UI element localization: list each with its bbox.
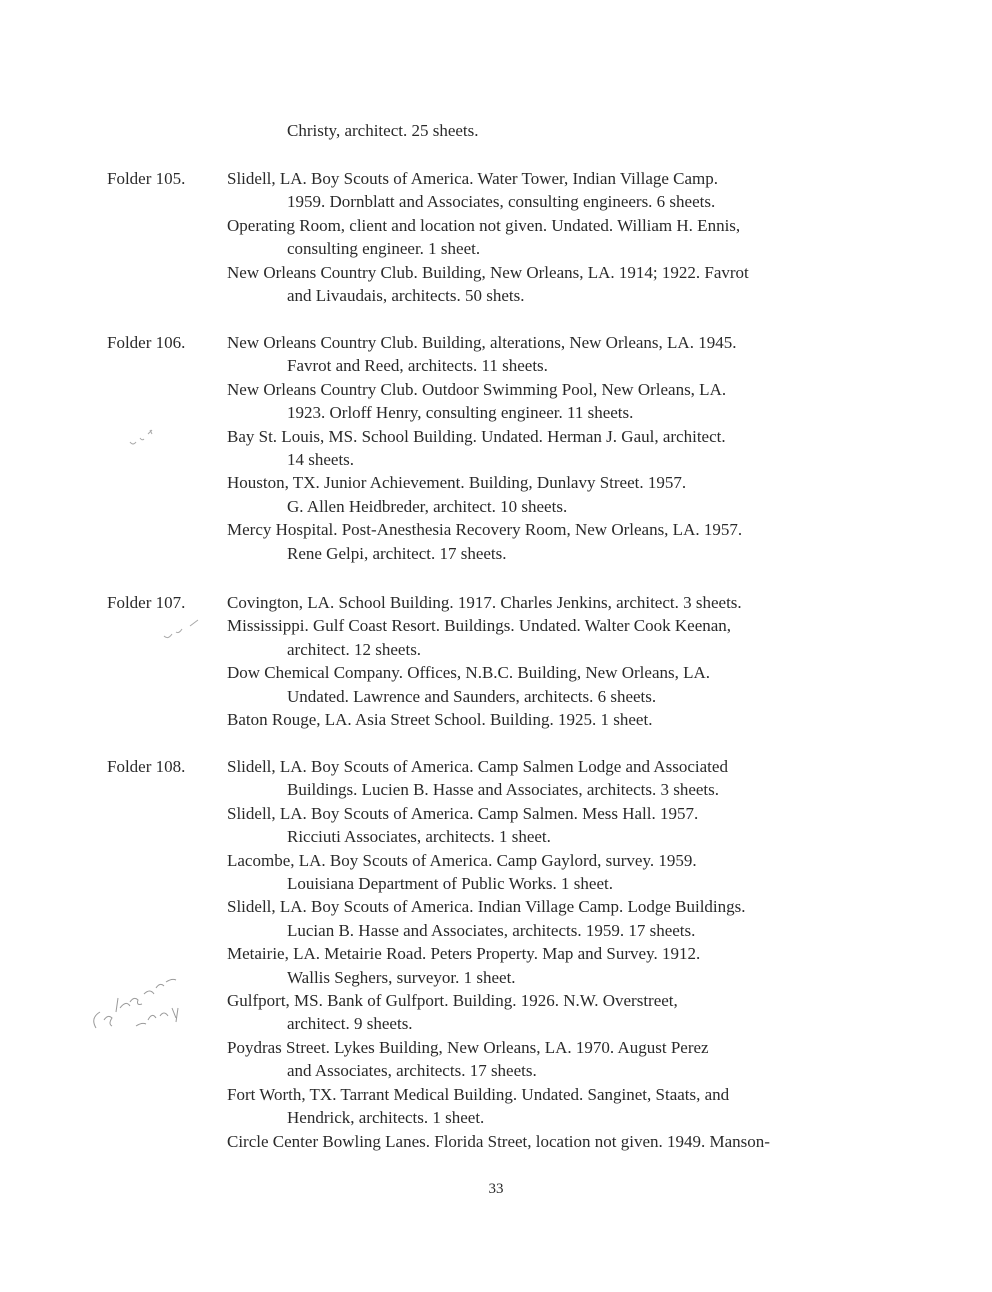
entry-line: Circle Center Bowling Lanes. Florida Street, location not given. 1949. Manson- (227, 1131, 770, 1151)
entry-line: G. Allen Heidbreder, architect. 10 sheets. (287, 496, 568, 516)
list-item (227, 849, 947, 896)
entry-line: Slidell, LA. Boy Scouts of America. Water Tower, Indian Village Camp. (227, 169, 719, 188)
entry-line: Fort Worth, TX. Tarrant Medical Building. Undated. Sanginet, Staats, and (227, 1084, 730, 1104)
list-item (227, 942, 947, 989)
entry-line: Wallis Seghers, surveyor. 1 sheet. (287, 967, 516, 987)
folder-entries (227, 591, 947, 731)
entry-line: Mississippi. Gulf Coast Resort. Buildings. Undated. Walter Cook Keenan, (227, 616, 732, 636)
entry-line: Covington, LA. School Building. 1917. Charles Jenkins, architect. 3 sheets. (227, 593, 742, 612)
folder-entries (227, 331, 947, 565)
pencil-mark (160, 616, 210, 646)
page-number: 33 (488, 1181, 504, 1197)
folder-label: Folder 106. (107, 333, 186, 352)
entry-line: 1923. Orloff Henry, consulting engineer. 11 sheets. (287, 403, 634, 423)
list-item (227, 895, 947, 942)
entry-line: Louisiana Department of Public Works. 1 sheet. (287, 874, 613, 894)
entry-line: New Orleans Country Club. Building, New Orleans, LA. 1914; 1922. Favrot (227, 262, 749, 282)
list-item (227, 331, 947, 378)
folder-label: Folder 105. (107, 169, 186, 188)
entry-line: Favrot and Reed, architects. 11 sheets. (287, 356, 548, 376)
entry-line: New Orleans Country Club. Outdoor Swimming Pool, New Orleans, LA. (227, 379, 727, 399)
list-item (227, 378, 947, 425)
list-item (227, 1130, 947, 1153)
list-item (227, 614, 947, 661)
list-item (227, 661, 947, 708)
entry-line: and Associates, architects. 17 sheets. (287, 1061, 537, 1081)
handwritten-note (86, 968, 206, 1048)
entry-line: 1959. Dornblatt and Associates, consulting engineers. 6 sheets. (287, 192, 716, 212)
entry-line: Slidell, LA. Boy Scouts of America. Camp Salmen Lodge and Associated (227, 757, 728, 776)
entry-line: Bay St. Louis, MS. School Building. Undated. Herman J. Gaul, architect. (227, 426, 726, 446)
entry-line: Mercy Hospital. Post-Anesthesia Recovery Room, New Orleans, LA. 1957. (227, 520, 743, 540)
entry-line: Poydras Street. Lykes Building, New Orleans, LA. 1970. August Perez (227, 1037, 709, 1057)
continuation-line: Christy, architect. 25 sheets. (287, 121, 479, 140)
entry-line: Lucian B. Hasse and Associates, architects. 1959. 17 sheets. (287, 920, 696, 940)
entry-line: Lacombe, LA. Boy Scouts of America. Camp Gaylord, survey. 1959. (227, 850, 697, 870)
list-item (227, 708, 947, 731)
folder-label: Folder 108. (107, 757, 186, 776)
entry-line: New Orleans Country Club. Building, alterations, New Orleans, LA. 1945. (227, 333, 737, 352)
list-item (227, 1083, 947, 1130)
pencil-mark (126, 424, 186, 454)
list-item (227, 802, 947, 849)
list-item (227, 591, 947, 614)
entry-line: Houston, TX. Junior Achievement. Building, Dunlavy Street. 1957. (227, 473, 687, 493)
entry-line: Slidell, LA. Boy Scouts of America. Camp Salmen. Mess Hall. 1957. (227, 803, 699, 823)
entry-line: architect. 9 sheets. (287, 1014, 413, 1034)
entry-line: Hendrick, architects. 1 sheet. (287, 1108, 485, 1128)
entry-line: Gulfport, MS. Bank of Gulfport. Building. 1926. N.W. Overstreet, (227, 991, 678, 1011)
entry-line: architect. 12 sheets. (287, 639, 422, 659)
list-item (227, 989, 947, 1036)
entry-line: Operating Room, client and location not given. Undated. William H. Ennis, (227, 215, 741, 235)
entry-line: Buildings. Lucien B. Hasse and Associates, architects. 3 sheets. (287, 780, 719, 800)
list-item (227, 471, 947, 518)
folder-entries (227, 167, 947, 307)
entry-line: 14 sheets. (287, 450, 355, 470)
folder-entries (227, 755, 947, 1153)
list-item (227, 755, 947, 802)
entry-line: Slidell, LA. Boy Scouts of America. Indian Village Camp. Lodge Buildings. (227, 897, 746, 917)
entry-line: Dow Chemical Company. Offices, N.B.C. Building, New Orleans, LA. (227, 663, 711, 683)
list-item (227, 261, 947, 308)
entry-line: consulting engineer. 1 sheet. (287, 239, 481, 259)
entry-line: and Livaudais, architects. 50 shets. (287, 286, 525, 306)
folder-label: Folder 107. (107, 593, 186, 612)
list-item (227, 167, 947, 214)
list-item (227, 518, 947, 565)
entry-line: Baton Rouge, LA. Asia Street School. Building. 1925. 1 sheet. (227, 710, 653, 730)
list-item (227, 214, 947, 261)
list-item (227, 425, 947, 472)
entry-line: Undated. Lawrence and Saunders, architects. 6 sheets. (287, 686, 657, 706)
entry-line: Metairie, LA. Metairie Road. Peters Property. Map and Survey. 1912. (227, 944, 701, 964)
list-item (227, 1036, 947, 1083)
entry-line: Ricciuti Associates, architects. 1 sheet. (287, 827, 551, 847)
entry-line: Rene Gelpi, architect. 17 sheets. (287, 543, 507, 563)
